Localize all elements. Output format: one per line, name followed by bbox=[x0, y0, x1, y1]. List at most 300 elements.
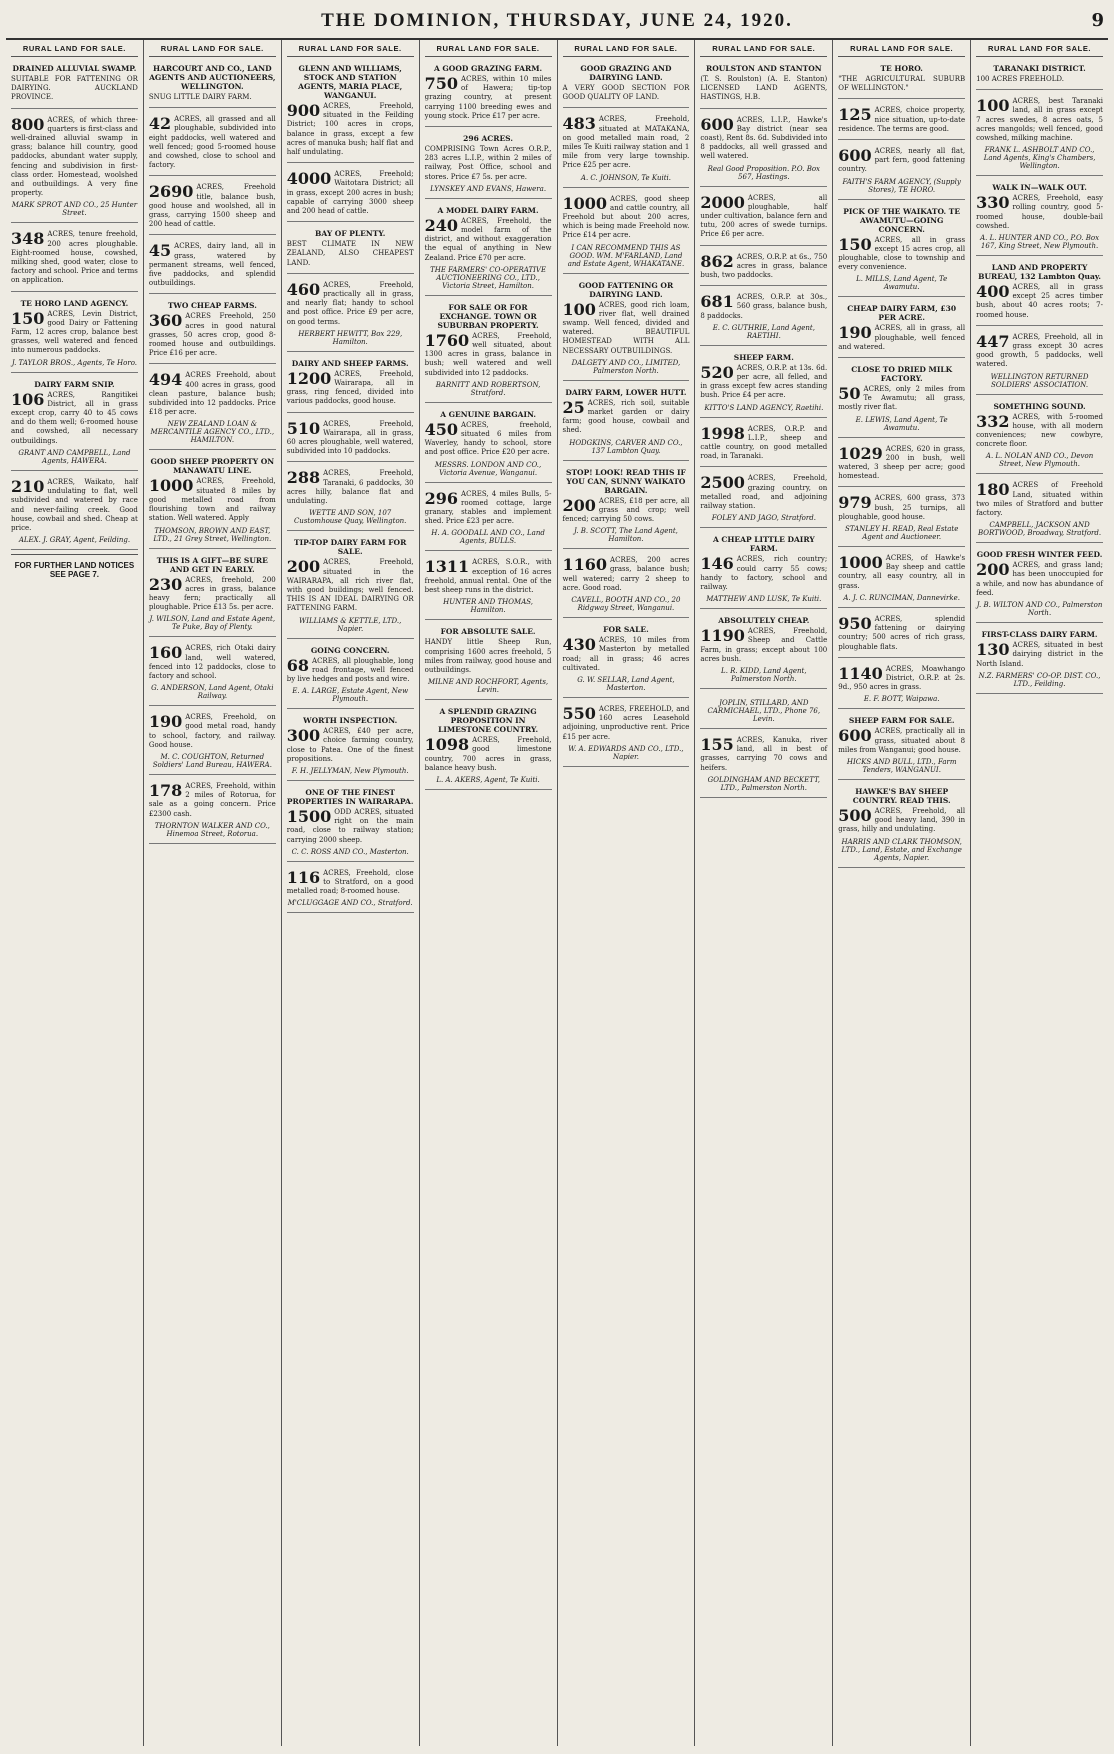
ad-body bbox=[976, 481, 1103, 518]
ad-text: ACRES, dairy land, all in grass, watered by permanent streams, well fenced, five paddocks, and splendid outbuildings. bbox=[148, 242, 276, 288]
ad-acreage: 296 bbox=[424, 488, 459, 508]
classified-ad bbox=[976, 330, 1103, 395]
ad-heading: DAIRY FARM, LOWER HUTT. bbox=[565, 387, 687, 397]
ad-heading: HARCOURT AND CO., LAND AGENTS AND AUCTIONEERS, WELLINGTON. bbox=[149, 64, 276, 91]
ad-acreage: 130 bbox=[976, 640, 1010, 660]
column-5 bbox=[558, 40, 696, 1746]
ad-acreage: 190 bbox=[838, 323, 872, 343]
ad-body bbox=[700, 253, 827, 281]
classified-ad bbox=[425, 624, 552, 700]
ad-body bbox=[700, 555, 827, 592]
ad-body bbox=[838, 807, 965, 835]
classified-ad bbox=[11, 296, 138, 373]
ad-text: (T. S. Roulston) (A. E. Stanton) LICENSED LAND AGENTS, HASTINGS, H.B. bbox=[700, 75, 828, 102]
ad-text: ACRES, rich Otaki dairy land, well watered, fenced into 12 paddocks, close to factory and school. bbox=[148, 644, 276, 680]
classified-ad bbox=[838, 612, 965, 658]
ad-acreage: 210 bbox=[11, 476, 45, 496]
ad-text: ACRES, Freehold; Waitotara District; all in grass, except 200 acres in bush; capable of carrying 3000 sheep and 200 head of cattle. bbox=[286, 170, 414, 216]
ad-text: ACRES, good sheep and cattle country, all Freehold but about 200 acres, which is being made Freehold now. Price £14 per acre. bbox=[562, 194, 690, 240]
ad-acreage: 1500 bbox=[286, 806, 332, 826]
classified-ad bbox=[563, 553, 690, 618]
ad-body bbox=[838, 727, 965, 755]
ad-heading: BAY OF PLENTY. bbox=[315, 229, 386, 239]
classified-ad bbox=[700, 422, 827, 468]
ad-acreage: 332 bbox=[976, 411, 1010, 431]
ad-body bbox=[700, 736, 827, 773]
ad-agent: HODGKINS, CARVER AND CO., 137 Lambton Quay. bbox=[569, 438, 683, 455]
ad-acreage: 600 bbox=[838, 726, 872, 746]
ad-body bbox=[563, 115, 690, 170]
ad-agent: M. C. COUGHTON, Returned Soldiers' Land Bureau, HAWERA. bbox=[152, 752, 272, 769]
ad-body bbox=[700, 474, 827, 511]
ad-acreage: 1200 bbox=[286, 368, 332, 388]
ad-body bbox=[976, 75, 1103, 84]
classified-ad bbox=[838, 784, 965, 868]
ad-heading: TE HORO LAND AGENCY. bbox=[20, 298, 129, 308]
classified-ad bbox=[149, 779, 276, 844]
ad-acreage: 494 bbox=[148, 370, 183, 390]
classified-ad bbox=[976, 399, 1103, 475]
ad-heading: TE HORO. bbox=[880, 64, 923, 73]
classified-ad bbox=[838, 144, 965, 200]
ad-text: ACRES, rich soil, suitable market garden or dairy farm; good house, cowbail and shed. bbox=[562, 398, 690, 435]
ad-text: SUITABLE FOR FATTENING OR DAIRYING. AUCKLAND PROVINCE. bbox=[11, 75, 138, 102]
ad-heading: SOMETHING SOUND. bbox=[993, 401, 1086, 411]
ad-heading: FIRST-CLASS DAIRY FARM. bbox=[981, 630, 1098, 640]
classified-ad bbox=[11, 227, 138, 291]
ad-acreage: 200 bbox=[976, 560, 1010, 580]
ad-agent: L. R. KIDD, Land Agent, Palmerston North. bbox=[721, 666, 807, 683]
ad-heading: ROULSTON AND STANTON bbox=[706, 64, 822, 73]
ad-text: "THE AGRICULTURAL SUBURB OF WELLINGTON." bbox=[838, 75, 966, 93]
ad-agent: MATTHEW AND LUSK, Te Kuiti. bbox=[706, 595, 822, 604]
ad-acreage: 146 bbox=[700, 554, 734, 574]
ad-text: ACRES, Levin District, good Dairy or Fattening Farm, 12 acres crop, balance best grasses, well watered and fenced into numerous paddocks. bbox=[11, 309, 138, 355]
classified-ad bbox=[976, 478, 1103, 543]
masthead bbox=[6, 4, 1108, 40]
ad-text: ACRES, splendid fattening or dairying country; 500 acres of rich grass, ploughable flats. bbox=[838, 614, 966, 651]
column-3 bbox=[282, 40, 420, 1746]
ad-text: ACRES, O.R.P. at 6s., 750 acres in grass, balance bush, two paddocks. bbox=[700, 252, 828, 280]
ad-text: ACRES, 10 miles from Masterton by metalled road; all in grass; 46 acres cultivated. bbox=[562, 636, 690, 672]
classified-ad bbox=[976, 627, 1103, 694]
ad-agent: DALGETY AND CO., LIMITED, Palmerston North. bbox=[571, 358, 681, 375]
ad-text: ACRES, L.I.P., Hawke's Bay district (near sea coast), Rent 8s. 6d. Subdivided into 8 paddocks, all well grassed and well watered. bbox=[700, 115, 828, 161]
ad-acreage: 116 bbox=[286, 867, 321, 887]
classified-ad bbox=[563, 702, 690, 767]
ad-agent: FOLEY AND JAGO, Stratford. bbox=[711, 514, 816, 523]
ad-heading: FOR SALE. bbox=[603, 625, 649, 635]
ad-text: ACRES, Rangitikei District, all in grass except crop, carry 40 to 45 cows and do them well; 6-roomed house and cowshed, all necessary outbuildings. bbox=[11, 390, 138, 445]
ad-text: ACRES, freehold, situated 6 miles from Waverley, handy to school, store and post office. Price £20 per acre. bbox=[424, 420, 552, 457]
ad-body bbox=[838, 385, 965, 413]
column-heading: RURAL LAND FOR SALE. bbox=[149, 40, 276, 57]
ad-body bbox=[149, 644, 276, 681]
classified-ad bbox=[11, 113, 138, 224]
ad-heading: CHEAP DAIRY FARM, £30 PER ACRE. bbox=[847, 304, 957, 323]
ad-heading: SHEEP FARM. bbox=[733, 352, 794, 362]
ad-body bbox=[11, 310, 138, 356]
ad-acreage: 50 bbox=[838, 384, 861, 404]
classified-ad bbox=[700, 250, 827, 287]
ad-acreage: 288 bbox=[286, 468, 321, 488]
ad-acreage: 1760 bbox=[424, 330, 470, 350]
classified-ad bbox=[700, 191, 827, 246]
ad-agent: FAITH'S FARM AGENCY, (Supply Stores), TE HORO. bbox=[842, 177, 961, 194]
ad-heading: GOOD GRAZING AND DAIRYING LAND. bbox=[580, 64, 672, 82]
classified-ad bbox=[976, 94, 1103, 176]
ad-agent: MILNE AND ROCHFORT, Agents, Levin. bbox=[427, 678, 549, 695]
ad-text: ACRES, Freehold, well situated, about 1300 acres in grass, balance in bush; well watered and well subdivided into 12 paddocks. bbox=[424, 331, 552, 377]
ad-agent: A. C. JOHNSON, Te Kuiti. bbox=[580, 173, 671, 182]
classified-ad bbox=[700, 613, 827, 689]
ad-agent: A. L. HUNTER AND CO., P.O. Box 167, King Street, New Plymouth. bbox=[980, 234, 1100, 251]
ad-acreage: 155 bbox=[700, 734, 734, 754]
ad-heading: WORTH INSPECTION. bbox=[303, 716, 398, 726]
classified-ad bbox=[287, 713, 414, 781]
ad-acreage: 190 bbox=[148, 712, 183, 732]
column-heading: RURAL LAND FOR SALE. bbox=[563, 40, 690, 57]
ad-body bbox=[11, 116, 138, 199]
ad-text: ACRES, Freehold, practically all in grass, and nearly flat; handy to school and post office. Price £9 per acre, on good terms. bbox=[286, 280, 414, 326]
classified-ad bbox=[563, 192, 690, 274]
ad-acreage: 600 bbox=[838, 146, 872, 166]
ad-acreage: 460 bbox=[286, 279, 321, 299]
ad-body bbox=[976, 194, 1103, 231]
ad-text: ACRES, Freehold, easy rolling country, good 5-roomed house, double-bail cowshed. bbox=[976, 194, 1103, 230]
ad-body bbox=[425, 421, 552, 458]
ad-agent: THORNTON WALKER AND CO., Hinemoa Street, Rotorua. bbox=[154, 821, 270, 838]
ad-agent: CAMPBELL, JACKSON AND BORTWOOD, Broadway, Stratford. bbox=[978, 521, 1102, 538]
ad-text: ACRES, practically all in grass, situated about 8 miles from Wanganui; good house. bbox=[838, 727, 966, 754]
ad-body bbox=[700, 293, 827, 321]
ad-body bbox=[11, 75, 138, 103]
ad-agent: HICKS AND BULL, LTD., Farm Tenders, WANGANUI. bbox=[846, 757, 957, 774]
footer-note: FOR FURTHER LAND NOTICES SEE PAGE 7. bbox=[11, 554, 138, 579]
ad-heading: 296 ACRES. bbox=[463, 134, 513, 144]
column-heading: RURAL LAND FOR SALE. bbox=[287, 40, 414, 57]
ad-heading: GOOD FRESH WINTER FEED. bbox=[976, 550, 1103, 560]
ad-body bbox=[838, 615, 965, 652]
classified-ad bbox=[838, 442, 965, 488]
ad-body bbox=[700, 116, 827, 162]
ad-body bbox=[425, 558, 552, 595]
ad-agent: KITTO'S LAND AGENCY, Raetihi. bbox=[704, 403, 824, 412]
ad-text: ACRES, Freehold, grazing country, on metalled road, and adjoining railway station. bbox=[700, 474, 828, 511]
ad-agent: J. TAYLOR BROS., Agents, Te Horo. bbox=[11, 358, 138, 367]
ad-acreage: 1190 bbox=[700, 626, 745, 646]
ad-acreage: 520 bbox=[700, 362, 734, 382]
ad-body bbox=[700, 75, 827, 103]
ad-body bbox=[149, 576, 276, 613]
classified-ad bbox=[563, 465, 690, 550]
ad-acreage: 750 bbox=[424, 74, 459, 93]
ad-agent: NEW ZEALAND LOAN & MERCANTILE AGENCY CO., LTD., HAMILTON. bbox=[150, 420, 275, 445]
classified-ad bbox=[11, 475, 138, 550]
ad-text: ACRES Freehold, about 400 acres in grass, good clean pasture, balance bush; subdivided into 12 paddocks. Price £18 per acre. bbox=[148, 371, 276, 417]
ad-text: ACRES, Freehold, on good metal road, handy to school, factory, and railway. Good house. bbox=[148, 713, 276, 749]
column-8 bbox=[971, 40, 1108, 1746]
ad-acreage: 1000 bbox=[562, 193, 608, 213]
ad-body bbox=[425, 736, 552, 773]
ad-heading: STOP! LOOK! READ THIS IF YOU CAN, SUNNY WAIKATO BARGAIN. bbox=[566, 467, 686, 495]
ad-heading: ABSOLUTELY CHEAP. bbox=[718, 616, 810, 626]
ad-body bbox=[149, 115, 276, 170]
ad-agent: L. A. AKERS, Agent, Te Kuiti. bbox=[436, 775, 540, 784]
classified-ad bbox=[425, 555, 552, 620]
ad-body bbox=[563, 556, 690, 593]
ad-acreage: 600 bbox=[700, 114, 734, 134]
classified-ad bbox=[838, 662, 965, 710]
ad-body bbox=[976, 283, 1103, 320]
ad-agent: M'CLUGGAGE AND CO., Stratford. bbox=[287, 899, 413, 908]
ad-text: ACRES, Freehold, within 2 miles of Rotorua, for sale as a going concern. Price £2300 cash. bbox=[148, 781, 276, 818]
column-7 bbox=[833, 40, 971, 1746]
classified-ad bbox=[425, 487, 552, 552]
ad-text: BEST CLIMATE IN NEW ZEALAND, ALSO CHEAPEST LAND. bbox=[286, 240, 414, 267]
ad-text: ACRES, all ploughable, long road frontage, well fenced by live hedges and posts and wire. bbox=[286, 656, 414, 683]
ad-text: ACRES, only 2 miles from Te Awamutu; all grass, mostly river flat. bbox=[838, 385, 966, 412]
ad-body bbox=[563, 497, 690, 525]
ad-acreage: 979 bbox=[838, 493, 872, 513]
ad-heading: GOING CONCERN. bbox=[310, 645, 390, 655]
ad-body bbox=[976, 413, 1103, 450]
ad-body bbox=[425, 332, 552, 378]
ad-agent: ALEX. J. GRAY, Agent, Feilding. bbox=[18, 536, 131, 545]
ad-acreage: 150 bbox=[11, 308, 45, 328]
ad-text: ACRES, Waikato, half undulating to flat, well subdivided and watered by race and never-failing creek. Good house, cowbail and shed. Cheap at price. bbox=[11, 477, 138, 532]
classified-ad bbox=[287, 785, 414, 862]
ad-text: ACRES, Freehold title, balance bush, good house and woolshed, all in grass, carrying 1500 sheep and 200 head of cattle. bbox=[148, 183, 276, 229]
ad-acreage: 862 bbox=[700, 251, 734, 271]
ad-text: ACRES, within 10 miles of Hawera; tip-top grazing country, at present carrying 1100 breeding ewes and young stock. Price £17 per acre. bbox=[424, 75, 552, 120]
ad-heading: DAIRY FARM SNIP. bbox=[34, 379, 115, 389]
classified-ad bbox=[976, 260, 1103, 326]
ad-body bbox=[149, 242, 276, 288]
ad-heading: A MODEL DAIRY FARM. bbox=[437, 205, 539, 215]
ad-agent: W. A. EDWARDS AND CO., LTD., Napier. bbox=[568, 744, 684, 761]
ad-heading: DRAINED ALLUVIAL SWAMP. bbox=[12, 64, 137, 73]
ad-text: ACRES, all grassed and all ploughable, subdivided into eight paddocks, well watered and well fenced; good 5-roomed house and cowshed, close to school and factory. bbox=[148, 115, 276, 170]
classified-ad bbox=[838, 713, 965, 780]
ad-text: ACRES, Freehold, close to Stratford, on a good metalled road; 8-roomed house. bbox=[286, 868, 414, 896]
ad-acreage: 106 bbox=[11, 389, 45, 409]
ad-body bbox=[287, 869, 414, 897]
ad-body bbox=[287, 170, 414, 216]
ad-heading: GLENN AND WILLIAMS, STOCK AND STATION AGENTS, MARIA PLACE, WANGANUI. bbox=[298, 64, 403, 100]
classified-ad bbox=[287, 61, 414, 163]
ad-body bbox=[287, 102, 414, 157]
classified-ad bbox=[838, 551, 965, 608]
ad-body bbox=[838, 445, 965, 482]
classified-ad bbox=[563, 278, 690, 381]
ad-body bbox=[700, 425, 827, 462]
ad-text: ACRES of Freehold Land, situated within two miles of Stratford and butter factory. bbox=[976, 481, 1103, 518]
ad-body bbox=[563, 84, 690, 102]
ad-body bbox=[838, 147, 965, 175]
ad-text: ACRES, with 5-roomed house, with all modern conveniences; new cowbyre, concrete floor. bbox=[976, 412, 1103, 449]
ad-body bbox=[838, 106, 965, 134]
ad-acreage: 900 bbox=[286, 101, 321, 120]
classified-ad bbox=[976, 61, 1103, 90]
ad-heading: DAIRY AND SHEEP FARMS. bbox=[291, 358, 409, 368]
ad-agent: THOMSON, BROWN AND EAST, LTD., 21 Grey Street, Wellington. bbox=[153, 526, 272, 543]
classified-ad bbox=[149, 553, 276, 638]
ad-agent: L. MILLS, Land Agent, Te Awamutu. bbox=[856, 275, 948, 292]
ad-body bbox=[563, 399, 690, 436]
ad-agent: STANLEY H. READ, Real Estate Agent and Auctioneer. bbox=[845, 525, 959, 542]
ad-heading: TARANAKI DISTRICT. bbox=[993, 64, 1086, 73]
classified-ad bbox=[563, 112, 690, 187]
ad-body bbox=[287, 657, 414, 685]
ad-text: ACRES, 600 grass, 373 bush, 25 turnips, all ploughable, good house. bbox=[838, 494, 966, 521]
ad-body bbox=[11, 230, 138, 285]
classified-ad bbox=[563, 622, 690, 698]
ad-body bbox=[149, 782, 276, 819]
ad-text: ACRES, of Hawke's Bay sheep and cattle country, all easy country, all in grass. bbox=[838, 554, 966, 590]
ad-acreage: 800 bbox=[11, 114, 45, 134]
ad-agent: Real Good Proposition. P.O. Box 567, Hastings. bbox=[707, 164, 821, 181]
ad-acreage: 1029 bbox=[838, 443, 883, 463]
ad-body bbox=[838, 236, 965, 273]
ad-body bbox=[149, 371, 276, 417]
ad-heading: A GENUINE BARGAIN. bbox=[440, 409, 536, 419]
page-title: THE DOMINION, THURSDAY, JUNE 24, 1920. bbox=[321, 10, 793, 31]
ad-acreage: 100 bbox=[562, 299, 596, 319]
ad-agent: F. H. JELLYMAN, New Plymouth. bbox=[291, 766, 409, 775]
ad-body bbox=[425, 75, 552, 121]
classified-ad bbox=[287, 417, 414, 463]
ad-text: ACRES, best Taranaki land, all in grass except 7 acres swedes, 8 acres oats, 5 acres mangolds; well fenced, good cowshed, milking machine. bbox=[976, 97, 1103, 143]
classified-ad bbox=[287, 278, 414, 352]
ad-body bbox=[149, 93, 276, 102]
ad-acreage: 1140 bbox=[838, 663, 883, 683]
classified-ad bbox=[149, 454, 276, 548]
ad-agent: HUNTER AND THOMAS, Hamilton. bbox=[443, 598, 534, 615]
ad-text: ACRES, nearly all flat, part fern, good fattening country. bbox=[838, 147, 966, 174]
ad-agent: E. F. BOTT, Waipawa. bbox=[863, 695, 940, 704]
ad-acreage: 150 bbox=[838, 234, 872, 254]
classified-ad bbox=[287, 167, 414, 222]
ad-acreage: 100 bbox=[976, 96, 1010, 116]
ad-text: ACRES, choice property, nice situation, up-to-date residence. The terms are good. bbox=[838, 106, 966, 133]
classified-ad bbox=[149, 298, 276, 364]
ad-text: ACRES, O.R.P. at 30s., 560 grass, balance bush, 8 paddocks. bbox=[700, 293, 828, 320]
ad-acreage: 950 bbox=[838, 613, 872, 633]
ad-text: ACRES, all in grass, all ploughable, well fenced and watered. bbox=[838, 324, 966, 351]
ad-acreage: 4000 bbox=[286, 169, 332, 189]
ad-text: ACRES, O.R.P. and L.I.P., sheep and cattle country, on good metalled road, in Taranaki. bbox=[700, 424, 828, 461]
ad-body bbox=[700, 627, 827, 664]
classified-ad bbox=[838, 491, 965, 547]
ad-text: ACRES, Freehold, all in grass except 30 acres good growth, 5 paddocks, well watered. bbox=[976, 332, 1103, 369]
classified-ad bbox=[425, 407, 552, 483]
classified-ad bbox=[838, 204, 965, 298]
ad-body bbox=[425, 145, 552, 182]
ad-heading: HAWKE'S BAY SHEEP COUNTRY. READ THIS. bbox=[852, 786, 951, 805]
ad-acreage: 430 bbox=[562, 635, 596, 655]
ad-agent: THE FARMERS' CO-OPERATIVE AUCTIONEERING CO., LTD., Victoria Street, Hamilton. bbox=[430, 265, 547, 290]
ad-acreage: 2500 bbox=[700, 473, 745, 493]
ad-agent: MESSRS. LONDON AND CO., Victoria Avenue, Wanganui. bbox=[434, 460, 542, 477]
ad-agent: WILLIAMS & KETTLE, LTD., Napier. bbox=[299, 616, 402, 633]
ad-acreage: 200 bbox=[286, 557, 321, 577]
ad-body bbox=[149, 183, 276, 229]
ad-body bbox=[11, 478, 138, 533]
ad-text: ACRES, rich country; could carry 55 cows; handy to factory, school and railway. bbox=[700, 555, 828, 591]
classified-ad bbox=[149, 61, 276, 108]
ad-text: ACRES, S.O.R., with exception of 16 acres freehold, annual rental. One of the best sheep runs in the district. bbox=[424, 558, 552, 595]
ad-text: ACRES, all ploughable, half under cultivation, balance fern and tutu, 200 acres of swede turnips. Price £6 per acre. bbox=[700, 193, 828, 239]
ad-acreage: 447 bbox=[976, 331, 1010, 351]
ad-acreage: 483 bbox=[562, 114, 596, 134]
ad-text: ACRES, Freehold, situated in the WAIRARAPA, all rich river flat, with good buildings; well fenced. THIS IS AN IDEAL DAIRYING OR FATTENING FARM. bbox=[286, 558, 414, 613]
column-heading: RURAL LAND FOR SALE. bbox=[700, 40, 827, 57]
ad-acreage: 550 bbox=[562, 703, 596, 723]
ad-agent: E. LEWIS, Land Agent, Te Awamutu. bbox=[855, 415, 948, 432]
columns bbox=[6, 40, 1108, 1746]
ad-acreage: 1000 bbox=[838, 553, 883, 573]
ad-agent: BARNITT AND ROBERTSON, Stratford. bbox=[435, 380, 541, 397]
ad-body bbox=[149, 477, 276, 523]
ad-text: ACRES, O.R.P. at 13s. 6d. per acre, all felled, and in grass except few acres standing bush. Price £4 per acre. bbox=[700, 363, 828, 400]
ad-acreage: 160 bbox=[148, 643, 183, 663]
classified-ad bbox=[149, 239, 276, 294]
ad-body bbox=[838, 324, 965, 352]
ad-body bbox=[563, 195, 690, 241]
ad-heading: GOOD FATTENING OR DAIRYING LAND. bbox=[578, 280, 674, 299]
column-heading: RURAL LAND FOR SALE. bbox=[425, 40, 552, 57]
ad-heading: A CHEAP LITTLE DAIRY FARM. bbox=[712, 535, 815, 554]
ad-acreage: 1000 bbox=[148, 476, 194, 496]
ad-body bbox=[287, 469, 414, 506]
column-4 bbox=[420, 40, 558, 1746]
classified-ad bbox=[287, 466, 414, 531]
ad-acreage: 180 bbox=[976, 480, 1010, 500]
ad-agent: C. C. ROSS AND CO., Masterton. bbox=[291, 847, 409, 856]
ad-body bbox=[976, 641, 1103, 669]
ad-text: ACRES, Freehold, good limestone country, 700 acres in grass, balance heavy bush. bbox=[424, 736, 552, 772]
ad-text: ACRES, all in grass except 15 acres crop, all ploughable, close to township and every convenience. bbox=[838, 235, 966, 272]
classified-ad bbox=[700, 532, 827, 609]
classified-ad bbox=[149, 641, 276, 706]
classified-ad bbox=[700, 350, 827, 418]
ad-acreage: 681 bbox=[700, 292, 734, 312]
ad-text: ACRES, 200 acres grass, balance bush; well watered; carry 2 sheep to acre. Good road. bbox=[562, 556, 690, 592]
classified-ad bbox=[425, 61, 552, 127]
ad-acreage: 1160 bbox=[562, 555, 608, 575]
classified-ad bbox=[425, 131, 552, 199]
ad-acreage: 500 bbox=[838, 805, 872, 825]
ad-text: ACRES, of which three-quarters is first-class and well-drained alluvial swamp in grass; balance hill country, good paddocks, abundant water supply, fencing and subdivision in first-class order. Homestead, woolshed and outbuildings. A very fine property. bbox=[11, 115, 138, 198]
ad-body bbox=[425, 638, 552, 675]
ad-body bbox=[976, 333, 1103, 370]
column-heading: RURAL LAND FOR SALE. bbox=[838, 40, 965, 57]
ad-acreage: 450 bbox=[424, 419, 459, 439]
classified-ad bbox=[425, 704, 552, 790]
ad-body bbox=[838, 554, 965, 591]
ad-acreage: 178 bbox=[148, 780, 183, 800]
ad-text: ACRES, Freehold, situated at MATAKANA, on good metalled main road, 2 miles Te Kuiti railway station and 1 mile from very large township. Price £25 per acre. bbox=[562, 115, 690, 170]
ad-agent: JOPLIN, STILLARD, AND CARMICHAEL, LTD., Phone 76, Levin. bbox=[707, 698, 821, 723]
classified-ad bbox=[425, 203, 552, 296]
ad-text: ACRES, 620 in grass, 200 in bush, well watered, 3 sheep per acre; good homestead. bbox=[838, 444, 966, 481]
ad-text: ACRES Freehold, 250 acres in good natural grasses, 50 acres crop, good 8-roomed house and outbuildings. Price £16 per acre. bbox=[148, 312, 276, 358]
ad-heading: SHEEP FARM FOR SALE. bbox=[848, 716, 955, 726]
ad-agent: LYNSKEY AND EVANS, Hawera. bbox=[430, 184, 547, 193]
ad-body bbox=[287, 281, 414, 327]
ad-acreage: 300 bbox=[286, 726, 321, 746]
